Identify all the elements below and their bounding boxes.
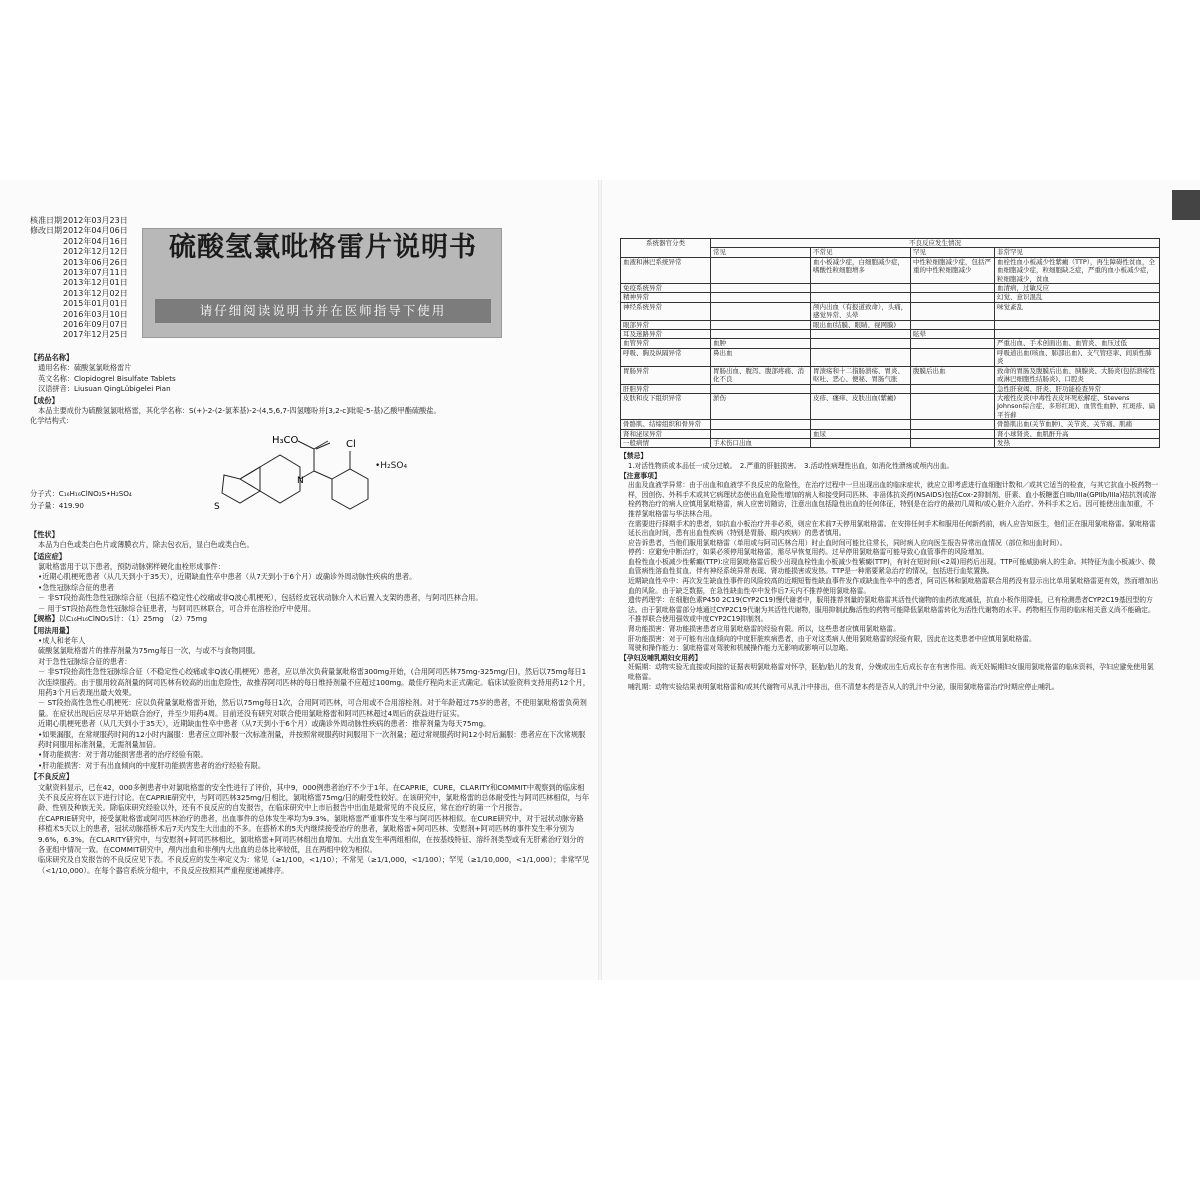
reaction-cell: 手术伤口出血 — [711, 438, 811, 447]
reaction-cell — [911, 284, 995, 293]
reaction-cell — [911, 348, 995, 366]
table-row — [621, 330, 1160, 339]
freq-uncommon: 不常见 — [811, 248, 911, 257]
revision-row — [30, 258, 140, 268]
reaction-cell: 腹膜后出血 — [911, 366, 995, 384]
text-paragraph: •急性冠脉综合征的患者 — [38, 582, 115, 592]
reaction-cell: 中性粒细胞减少症，包括严重的中性粒细胞减少 — [911, 257, 995, 283]
reaction-cell — [911, 429, 995, 438]
revision-date: 2013年07月11日 — [63, 268, 128, 278]
table-row — [621, 284, 1160, 293]
revision-date: 2013年12月01日 — [63, 278, 128, 288]
revision-row — [30, 237, 140, 247]
pregnancy-list — [620, 663, 1160, 692]
reaction-cell — [811, 339, 911, 348]
character-text: 本品为白色或类白色片或薄膜衣片，除去包衣后，显白色或类白色。 — [38, 540, 254, 550]
reaction-cell: 严重出血、手术创面出血、血管炎、血压过低 — [995, 339, 1160, 348]
character-section: 【性状】 — [30, 529, 59, 539]
reaction-cell: 胃肠出血、腹泻、腹部疼痛、消化不良 — [711, 366, 811, 384]
table-row — [621, 393, 1160, 419]
revision-row — [30, 226, 140, 236]
composition-text: 本品主要成份为硫酸氢氯吡格雷，其化学名称：S(+)-2-(2-氯苯基)-2-(4,5,6,7-四氢噻吩并[3,2-c]吡啶-5-基)乙酸甲酯硫酸盐。 — [38, 406, 441, 416]
reaction-cell: 血清病，过敏反应 — [995, 284, 1160, 293]
english-name: 英文名称：Clopidogrel Bisulfate Tablets — [38, 373, 176, 383]
frequency-header: 不良反应发生情况 — [711, 239, 1160, 248]
page-fold — [598, 180, 602, 980]
reaction-cell — [911, 438, 995, 447]
ester-label: H₃CO — [272, 434, 299, 446]
reaction-cell: 眼出血(结膜、眼睛、视网膜) — [811, 320, 911, 329]
molecular-formula: 分子式：C₁₆H₁₆ClNO₂S•H₂SO₄ — [30, 488, 132, 498]
table-row — [621, 429, 1160, 438]
reaction-cell — [811, 293, 911, 302]
text-paragraph: •肝功能损害：对于有出血倾向的中度肝功能损害患者的治疗经验有限。 — [38, 760, 266, 770]
left-body — [30, 352, 590, 876]
reaction-cell: 血尿 — [811, 429, 911, 438]
revision-label: 修改日期： — [30, 226, 70, 236]
revision-label: 核准日期： — [30, 216, 70, 225]
text-paragraph: 肝功能损害：对于可能有出血倾向的中度肝脏疾病患者，由于对这类病人使用氯吡格雷的经验有限，因此在这类患者中应慎用氯吡格雷。 — [628, 634, 1036, 643]
reaction-cell — [911, 384, 995, 393]
reaction-cell: 淤伤 — [711, 393, 811, 419]
text-paragraph: 近期缺血性卒中：再次发生缺血性事件的风险较高的近期短暂性缺血事件发作或缺血性卒中的患者，阿司匹林和氯吡格雷联合用药没有显示出比单用氯吡格雷更有效，然而增加出血的风险。由于缺乏数据，在急性缺血性卒中发作后7天内不推荐使用氯吡格雷。 — [628, 577, 1159, 595]
text-paragraph: 临床研究及自发报告的不良反应见下表。不良反应的发生率定义为：常见（≥1/100，<1/10）；不常见（≥1/1,000，<1/100）；罕见（≥1/10,000，<1/1,000）；非常罕见（<1/10,000）。在每个器官系统分组中，不良反应按照其严重程度递减排序。 — [38, 855, 590, 875]
spec-text: 以C₁₆H₁₆ClNO₂S计：（1）25mg （2）75mg — [58, 614, 208, 624]
text-paragraph: 应告诉患者，当他们服用氯吡格雷（单用或与阿司匹林合用）时止血时间可能比往常长，同时病人应向医生报告异常出血情况（部位和出血时间）。 — [628, 538, 1067, 547]
sulfur-label: S — [214, 501, 220, 512]
composition-section: 【成份】 — [30, 395, 59, 405]
revision-date: 2013年12月02日 — [63, 288, 128, 298]
freq-common: 常见 — [711, 248, 811, 257]
table-row — [621, 366, 1160, 384]
reaction-cell: 致命的胃肠及腹膜后出血、胰腺炎、大肠炎(包括溃疡性或淋巴细胞性结肠炎)、口腔炎 — [995, 366, 1160, 384]
freq-very-rare: 非常罕见 — [995, 248, 1160, 257]
organ-cell: 血管异常 — [621, 339, 711, 348]
page-title: 硫酸氢氯吡格雷片说明书 — [169, 232, 477, 263]
chemical-structure — [30, 427, 590, 529]
reaction-cell — [995, 320, 1160, 329]
reaction-cell — [911, 339, 995, 348]
adverse-list — [30, 783, 590, 877]
text-paragraph: 驾驶和操作能力：氯吡格雷对驾驶和机械操作能力无影响或影响可以忽略。 — [628, 644, 853, 653]
title-subtitle: 请仔细阅读说明书并在医师指导下使用 — [155, 299, 491, 323]
text-paragraph: － ST段抬高性急性心肌梗死：应以负荷量氯吡格雷开始，然后以75mg每日1次，合用阿司匹林，可合用或不合用溶栓剂。对于年龄超过75岁的患者，不使用氯吡格雷负荷剂量。在症状出现后应尽早开始联合治疗，并至少用药4周。目前还没有研究对联合使用氯吡格雷和阿司匹林超过4周后的获益进行证实。 — [38, 698, 587, 718]
reaction-cell: 肾小球肾炎、血肌酐升高 — [995, 429, 1160, 438]
organ-cell: 肾和泌尿异常 — [621, 429, 711, 438]
reaction-cell: 幻觉、意识混乱 — [995, 293, 1160, 302]
text-paragraph: 对于急性冠脉综合征的患者： — [38, 656, 132, 666]
reaction-cell — [911, 293, 995, 302]
revision-row — [30, 268, 140, 278]
contraindication-text: 1.对活性物质或本品任一成分过敏。 2.严重的肝脏损害。 3.活动性病理性出血，如消化性溃疡或颅内出血。 — [628, 461, 954, 470]
text-paragraph: 近期心肌梗死患者（从几天到小于35天），近期缺血性卒中患者（从7天到小于6个月）或确诊外周动脉性疾病的患者：推荐剂量为每天75mg。 — [38, 719, 491, 729]
freq-rare: 罕见 — [911, 248, 995, 257]
revision-date: 2012年04月16日 — [63, 236, 128, 246]
reaction-cell: 颅内出血（有报道致命），头痛，感觉异常、头晕 — [811, 302, 911, 320]
organ-cell: 免疫系统异常 — [621, 284, 711, 293]
organ-cell: 皮肤和皮下组织异常 — [621, 393, 711, 419]
revision-row — [30, 278, 140, 288]
revision-dates — [30, 216, 140, 341]
reaction-cell — [811, 348, 911, 366]
text-paragraph: 血栓性血小板减少性紫癜(TTP):应用氯吡格雷后极少出现血栓性血小板减少性紫癜(TTP)，有时在短时间(<2周)用药后出现。TTP可能威胁病人的生命。其特征为血小板减少、微血管病性溶血性贫血、伴有神经系统异常表现、肾功能损害或发热。TTP是一种需要紧急治疗的情况，包括进行血浆置换。 — [628, 557, 1156, 576]
caution-section: 【注意事项】 — [620, 471, 661, 480]
reaction-cell — [711, 284, 811, 293]
reaction-cell — [911, 393, 995, 419]
table-row — [621, 293, 1160, 302]
table-row — [621, 339, 1160, 348]
revision-row — [30, 330, 140, 340]
table-row — [621, 302, 1160, 320]
text-paragraph: •近期心肌梗死患者（从几天到小于35天），近期缺血性卒中患者（从7天到小于6个月）或确诊外周动脉性疾病的患者。 — [38, 572, 417, 582]
revision-row — [30, 289, 140, 299]
organ-cell: 呼吸、胸及纵隔异常 — [621, 348, 711, 366]
reaction-cell — [811, 384, 911, 393]
revision-row — [30, 310, 140, 320]
reaction-cell — [811, 438, 911, 447]
generic-name: 通用名称：硫酸氢氯吡格雷片 — [38, 363, 132, 373]
name-section: 【药品名称】 — [30, 353, 74, 362]
organ-cell: 精神异常 — [621, 293, 711, 302]
nitrogen-label: N — [297, 475, 304, 486]
table-row — [621, 420, 1160, 429]
reaction-cell: 血小板减少症，白细胞减少症，嗜酸性粒细胞增多 — [811, 257, 911, 283]
revision-date: 2017年12月25日 — [63, 330, 128, 340]
text-paragraph: 遗传药理学：在细胞色素P450 2C19(CYP2C19)慢代谢者中，服用推荐剂量的氯吡格雷其活性代谢物的血药浓度减低，抗血小板作用降低，已有检测患者CYP2C19基因型的方法。由于氯吡格雷部分地通过CYP2C19代谢为其活性代谢物，服用抑制此酶活性的药物可能降低氯吡格雷转化为活性代谢物的水平。药物相互作用的临床相关意义尚不能确定。不推荐联合使用强效或中度CYP2C19抑制剂。 — [628, 596, 1155, 624]
reaction-cell: 血肿 — [711, 339, 811, 348]
pregnancy-section: 【孕妇及哺乳期妇女用药】 — [620, 653, 702, 662]
title-box — [142, 228, 502, 338]
indication-section: 【适应症】 — [30, 551, 66, 561]
revision-row — [30, 247, 140, 257]
text-paragraph: 肾功能损害：肾功能损害患者应用氯吡格雷的经验有限。所以，这些患者应慎用氯吡格雷。 — [628, 625, 900, 634]
right-text — [620, 452, 1160, 692]
reaction-cell — [711, 320, 811, 329]
spec-section: 【规格】 — [30, 614, 59, 624]
usage-list — [30, 636, 590, 771]
revision-row — [30, 320, 140, 330]
text-paragraph: 出血及血液学异常：由于出血和血液学不良反应的危险性，在治疗过程中一旦出现出血的临床症状，就应立即考虑进行血细胞计数和／或其它适当的检查，与其它抗血小板药物一样，因创伤、外科手术或其它病理状态使出血危险性增加的病人和接受阿司匹林、非甾体抗炎药(NSAIDS)包括Cox-2抑制剂、肝素、血小板糖蛋白IIb/IIIa(GPIIb/IIIa)拮抗剂或溶栓药物治疗的病人应慎用氯吡格雷，病人应密切随访，注意出血包括隐性出血的任何体征，特别是在治疗的最初几周和/或心脏介入治疗、外科手术之后。因可能使出血加重，不推荐氯吡格雷与华法林合用。 — [628, 481, 1159, 518]
reaction-cell — [711, 429, 811, 438]
revision-date: 2016年09月07日 — [63, 320, 128, 330]
indication-list — [30, 562, 590, 614]
dark-corner — [1172, 190, 1200, 220]
reaction-cell — [911, 320, 995, 329]
reaction-cell — [811, 330, 911, 339]
adverse-section: 【不良反应】 — [30, 772, 74, 782]
text-paragraph: 文献资料显示，已在42，000多例患者中对氯吡格雷的安全性进行了评价，其中9，000例患者治疗不少于1年。在CAPRIE，CURE，CLARITY和COMMIT中观察到的临床相关不良反应将在以下进行讨论。在CAPRIE研究中，与阿司匹林325mg/日相比，氯吡格雷75mg/日的耐受性较好。在该研究中，氯吡格雷的总体耐受性与阿司匹林相似，与年龄、性别及种族无关。除临床研究经验以外，还有不良反应的自发报告，在临床研究中上市后报告中出血是最常见的不良反应，常在治疗的第一个月报告。 — [38, 782, 590, 813]
reaction-cell — [711, 302, 811, 320]
reaction-cell — [995, 330, 1160, 339]
organ-cell: 骨骼肌、结缔组织和骨异常 — [621, 420, 711, 429]
revision-date: 2016年03月10日 — [63, 309, 128, 319]
text-paragraph: •成人和老年人 — [38, 635, 86, 645]
reaction-cell: 皮疹、瘙痒、皮肤出血(紫癜) — [811, 393, 911, 419]
reaction-cell — [911, 420, 995, 429]
revision-row — [30, 216, 140, 226]
caution-list — [620, 481, 1160, 654]
reaction-cell — [711, 384, 811, 393]
table-row — [621, 320, 1160, 329]
text-paragraph: － 非ST段抬高性急性冠脉综合征（不稳定性心绞痛或非Q波心肌梗死）患者，应以单次负荷量氯吡格雷300mg开始，(合用阿司匹林75mg-325mg/日)，然后以75mg每日1次连续服药。由于服用较高剂量的阿司匹林有较高的出血危险性，故推荐阿司匹林的每日维持剂量不应超过100mg。最佳疗程尚未正式确定。临床试验资料支持用药12个月，用药3个月后表现出最大效果。 — [38, 667, 590, 697]
revision-date: 2013年06月26日 — [63, 257, 128, 267]
reaction-cell: 血栓性血小板减少性紫癜（TTP），再生障碍性贫血，全血细胞减少症，粒细胞缺乏症，严重的血小板减少症，粒细胞减少，贫血 — [995, 257, 1160, 283]
structure-diagram — [180, 427, 380, 529]
reaction-cell — [711, 420, 811, 429]
right-page — [620, 238, 1160, 692]
organ-cell: 耳及迷路异常 — [621, 330, 711, 339]
contraindication-section: 【禁忌】 — [620, 452, 648, 461]
table-row — [621, 384, 1160, 393]
revision-row — [30, 299, 140, 309]
leaflet-sheet — [0, 180, 1200, 980]
reaction-cell: 胃溃疡和十二指肠溃疡、胃炎、呕吐、恶心、便秘、胃肠气胀 — [811, 366, 911, 384]
text-paragraph: － 非ST段抬高性急性冠脉综合征（包括不稳定性心绞痛或非Q波心肌梗死），包括经皮冠状动脉介入术后置入支架的患者，与阿司匹林合用。 — [38, 593, 483, 603]
text-paragraph: 哺乳期：动物实验结果表明氯吡格雷和/或其代谢物可从乳汁中排出，但不清楚本药是否从人的乳汁中分泌，服用氯吡格雷治疗时期应停止哺乳。 — [628, 682, 1059, 691]
reaction-cell — [711, 293, 811, 302]
reaction-cell — [811, 284, 911, 293]
organ-cell: 神经系统异常 — [621, 302, 711, 320]
reaction-cell: 发热 — [995, 438, 1160, 447]
reaction-cell: 大疱性皮炎(中毒性表皮坏死松解症、Stevens Johnson综合症、多形红斑)、血管性血肿、红斑疹、扁平苔藓 — [995, 393, 1160, 419]
salt-label: •H₂SO₄ — [375, 460, 408, 471]
reaction-cell — [811, 420, 911, 429]
reaction-cell: 鼻出血 — [711, 348, 811, 366]
text-paragraph: 硫酸氢氯吡格雷片的推荐剂量为75mg每日一次，与或不与食物同服。 — [38, 646, 260, 656]
text-paragraph: 妊娠期：动物实验无直接或间接的证据表明氯吡格雷对怀孕，胚胎/胎儿的发育，分娩或出生后成长存在有害作用。尚无妊娠期妇女服用氯吡格雷的临床资料，孕妇应避免使用氯吡格雷。 — [628, 663, 1154, 681]
reaction-cell: 呼吸道出血(咳血、肺部出血)、支气管痉挛、间质性肺炎 — [995, 348, 1160, 366]
revision-date: 2012年04月06日 — [63, 226, 128, 236]
usage-section: 【用法用量】 — [30, 625, 74, 635]
adverse-table-body — [621, 257, 1160, 448]
structure-label: 化学结构式： — [30, 416, 74, 426]
text-paragraph: 停药：应避免中断治疗，如果必须停用氯吡格雷，需尽早恢复用药。过早停用氯吡格雷可能导致心血管事件的风险增加。 — [628, 548, 989, 557]
text-paragraph: 在CAPRIE研究中，接受氯吡格雷或阿司匹林治疗的患者，出血事件的总体发生率均为9.3%。氯吡格雷严重事件发生率与阿司匹林相似。在CURE研究中，对于冠状动脉旁路移植术5天以上的患者，冠状动脉搭桥术后7天内发生大出血的不多。在搭桥术的5天内继续接受治疗的患者，氯吡格雷+阿司匹林、安慰剂+阿司匹林的事件发生率分别为9.6%，6.3%。在CLARITY研究中，与安慰剂+阿司匹林相比，氯吡格雷+阿司匹林组出血增加。大出血发生率两组相似，在按基线特征、溶纤剂类型或有无肝素治疗划分的各亚组中情况一致。在COMMIT研究中，颅内出血和非颅内大出血的总体比率较低，且在两组中较为相似。 — [38, 813, 584, 855]
text-paragraph: － 用于ST段抬高性急性冠脉综合征患者，与阿司匹林联合，可合并在溶栓治疗中使用。 — [38, 603, 316, 613]
pinyin-name: 汉语拼音：Liusuan QingLübigelei Pian — [38, 384, 171, 394]
reaction-cell: 眩晕 — [911, 330, 995, 339]
text-paragraph: •肾功能损害：对于肾功能损害患者的治疗经验有限。 — [38, 750, 208, 760]
organ-cell: 眼部异常 — [621, 320, 711, 329]
reaction-cell: 骨骼肌出血(关节血肿)、关节炎、关节痛、肌痛 — [995, 420, 1160, 429]
table-row — [621, 257, 1160, 283]
organ-class-header: 系统器官分类 — [621, 239, 711, 258]
organ-cell: 肝胆异常 — [621, 384, 711, 393]
organ-cell: 血液和淋巴系统异常 — [621, 257, 711, 283]
spec-line — [30, 614, 590, 624]
organ-cell: 一般病情 — [621, 438, 711, 447]
revision-date: 2012年12月12日 — [63, 247, 128, 257]
adverse-reaction-table — [620, 238, 1160, 448]
molecular-weight: 分子量：419.90 — [30, 500, 84, 510]
text-paragraph: 氯吡格雷用于以下患者，预防动脉粥样硬化血栓形成事件： — [38, 562, 225, 572]
reaction-cell: 味觉紊乱 — [995, 302, 1160, 320]
revision-date: 2015年01月01日 — [63, 299, 128, 309]
organ-cell: 胃肠异常 — [621, 366, 711, 384]
text-paragraph: 在需要进行择期手术的患者，如抗血小板治疗并非必须，则应在术前7天停用氯吡格雷。在安排任何手术和服用任何新药前，病人应告知医生，他们正在服用氯吡格雷。氯吡格雷延长出血时间，患有出血性疾病（特别是胃肠、眼内疾病）的患者慎用。 — [628, 519, 1156, 538]
revision-date: 2012年03月23日 — [63, 216, 128, 225]
reaction-cell: 急性肝衰竭、肝炎、肝功能检查异常 — [995, 384, 1160, 393]
table-row — [621, 438, 1160, 447]
reaction-cell — [911, 302, 995, 320]
table-header-row — [621, 239, 1160, 248]
table-row — [621, 348, 1160, 366]
reaction-cell — [711, 257, 811, 283]
chlorine-label: Cl — [346, 438, 356, 450]
reaction-cell — [711, 330, 811, 339]
text-paragraph: •如果漏服，在常规服药时间的12小时内漏服：患者应立即补服一次标准剂量，并按照常规服药时间服用下一次剂量；超过常规服药时间12小时后漏服：患者应在下次常规服药时间服用标准剂量，无需剂量加倍。 — [38, 729, 586, 749]
